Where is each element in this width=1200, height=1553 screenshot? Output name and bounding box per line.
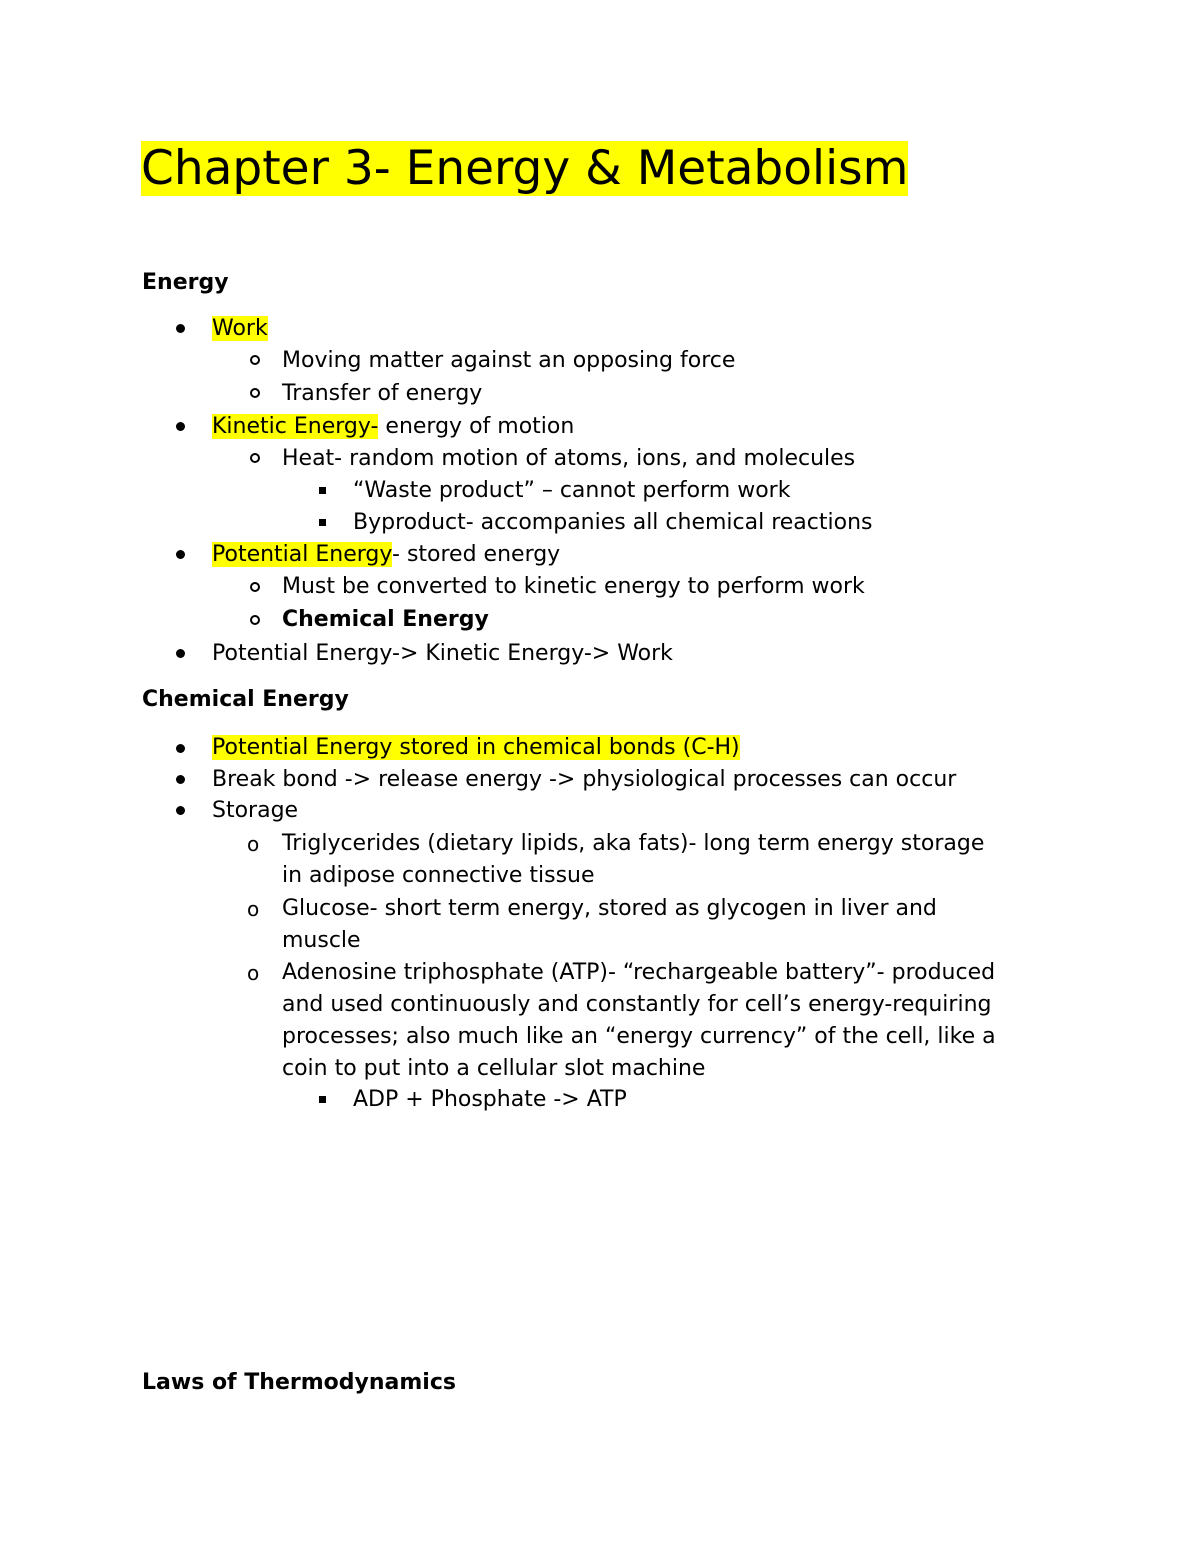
- bullet-letter-o: o: [247, 897, 260, 921]
- list-item-atp: Adenosine triphosphate (ATP)- “rechargeable battery”- produced: [282, 960, 996, 985]
- list-item-waste: “Waste product” – cannot perform work: [353, 478, 791, 503]
- bullet-letter-o: o: [247, 961, 260, 985]
- bullet-disc: [176, 324, 185, 333]
- list-item-atp-cont1: and used continuously and constantly for cell’s energy-requiring: [282, 992, 992, 1017]
- list-item-potential: Potential Energy- stored energy: [212, 542, 561, 567]
- bullet-circle: [250, 582, 260, 592]
- bullet-letter-o: o: [247, 832, 260, 856]
- bullet-disc: [176, 775, 185, 784]
- bullet-circle: [250, 355, 260, 365]
- bullet-disc: [176, 806, 185, 815]
- list-item-chemical-energy: Chemical Energy: [282, 607, 489, 632]
- list-item-byproduct: Byproduct- accompanies all chemical reactions: [353, 510, 873, 535]
- list-item-atp-cont2: processes; also much like an “energy currency” of the cell, like a: [282, 1024, 996, 1049]
- list-item-glucose: Glucose- short term energy, stored as glycogen in liver and: [282, 896, 937, 921]
- bullet-disc: [176, 550, 185, 559]
- bullet-disc: [176, 649, 185, 658]
- list-item-atp-cont3: coin to put into a cellular slot machine: [282, 1056, 706, 1081]
- list-item-adp: ADP + Phosphate -> ATP: [353, 1087, 627, 1112]
- list-item-triglycerides: Triglycerides (dietary lipids, aka fats)- long term energy storage: [282, 831, 985, 856]
- bullet-disc: [176, 744, 185, 753]
- list-item-flow: Potential Energy-> Kinetic Energy-> Work: [212, 641, 673, 666]
- list-item-glucose-cont: muscle: [282, 928, 361, 953]
- list-item-potential-sub1: Must be converted to kinetic energy to perform work: [282, 574, 865, 599]
- bullet-circle: [250, 615, 260, 625]
- section-heading-thermodynamics: Laws of Thermodynamics: [142, 1370, 456, 1395]
- list-item-work-sub1: Moving matter against an opposing force: [282, 348, 736, 373]
- bullet-square: [319, 519, 326, 526]
- section-heading-chemical-energy: Chemical Energy: [142, 687, 349, 712]
- list-item-heat: Heat- random motion of atoms, ions, and molecules: [282, 446, 856, 471]
- list-item-work: Work: [212, 316, 268, 341]
- page-title: Chapter 3- Energy & Metabolism: [141, 141, 909, 196]
- list-item-storage: Storage: [212, 798, 299, 823]
- bullet-square: [319, 1096, 326, 1103]
- list-item-break-bond: Break bond -> release energy -> physiological processes can occur: [212, 767, 957, 792]
- list-item-work-sub2: Transfer of energy: [282, 381, 483, 406]
- section-heading-energy: Energy: [142, 270, 229, 295]
- bullet-circle: [250, 388, 260, 398]
- list-item-kinetic: Kinetic Energy- energy of motion: [212, 414, 575, 439]
- bullet-disc: [176, 422, 185, 431]
- bullet-square: [319, 487, 326, 494]
- list-item-bonds: Potential Energy stored in chemical bonds (C-H): [212, 735, 740, 760]
- bullet-circle: [250, 453, 260, 463]
- list-item-triglycerides-cont: in adipose connective tissue: [282, 863, 595, 888]
